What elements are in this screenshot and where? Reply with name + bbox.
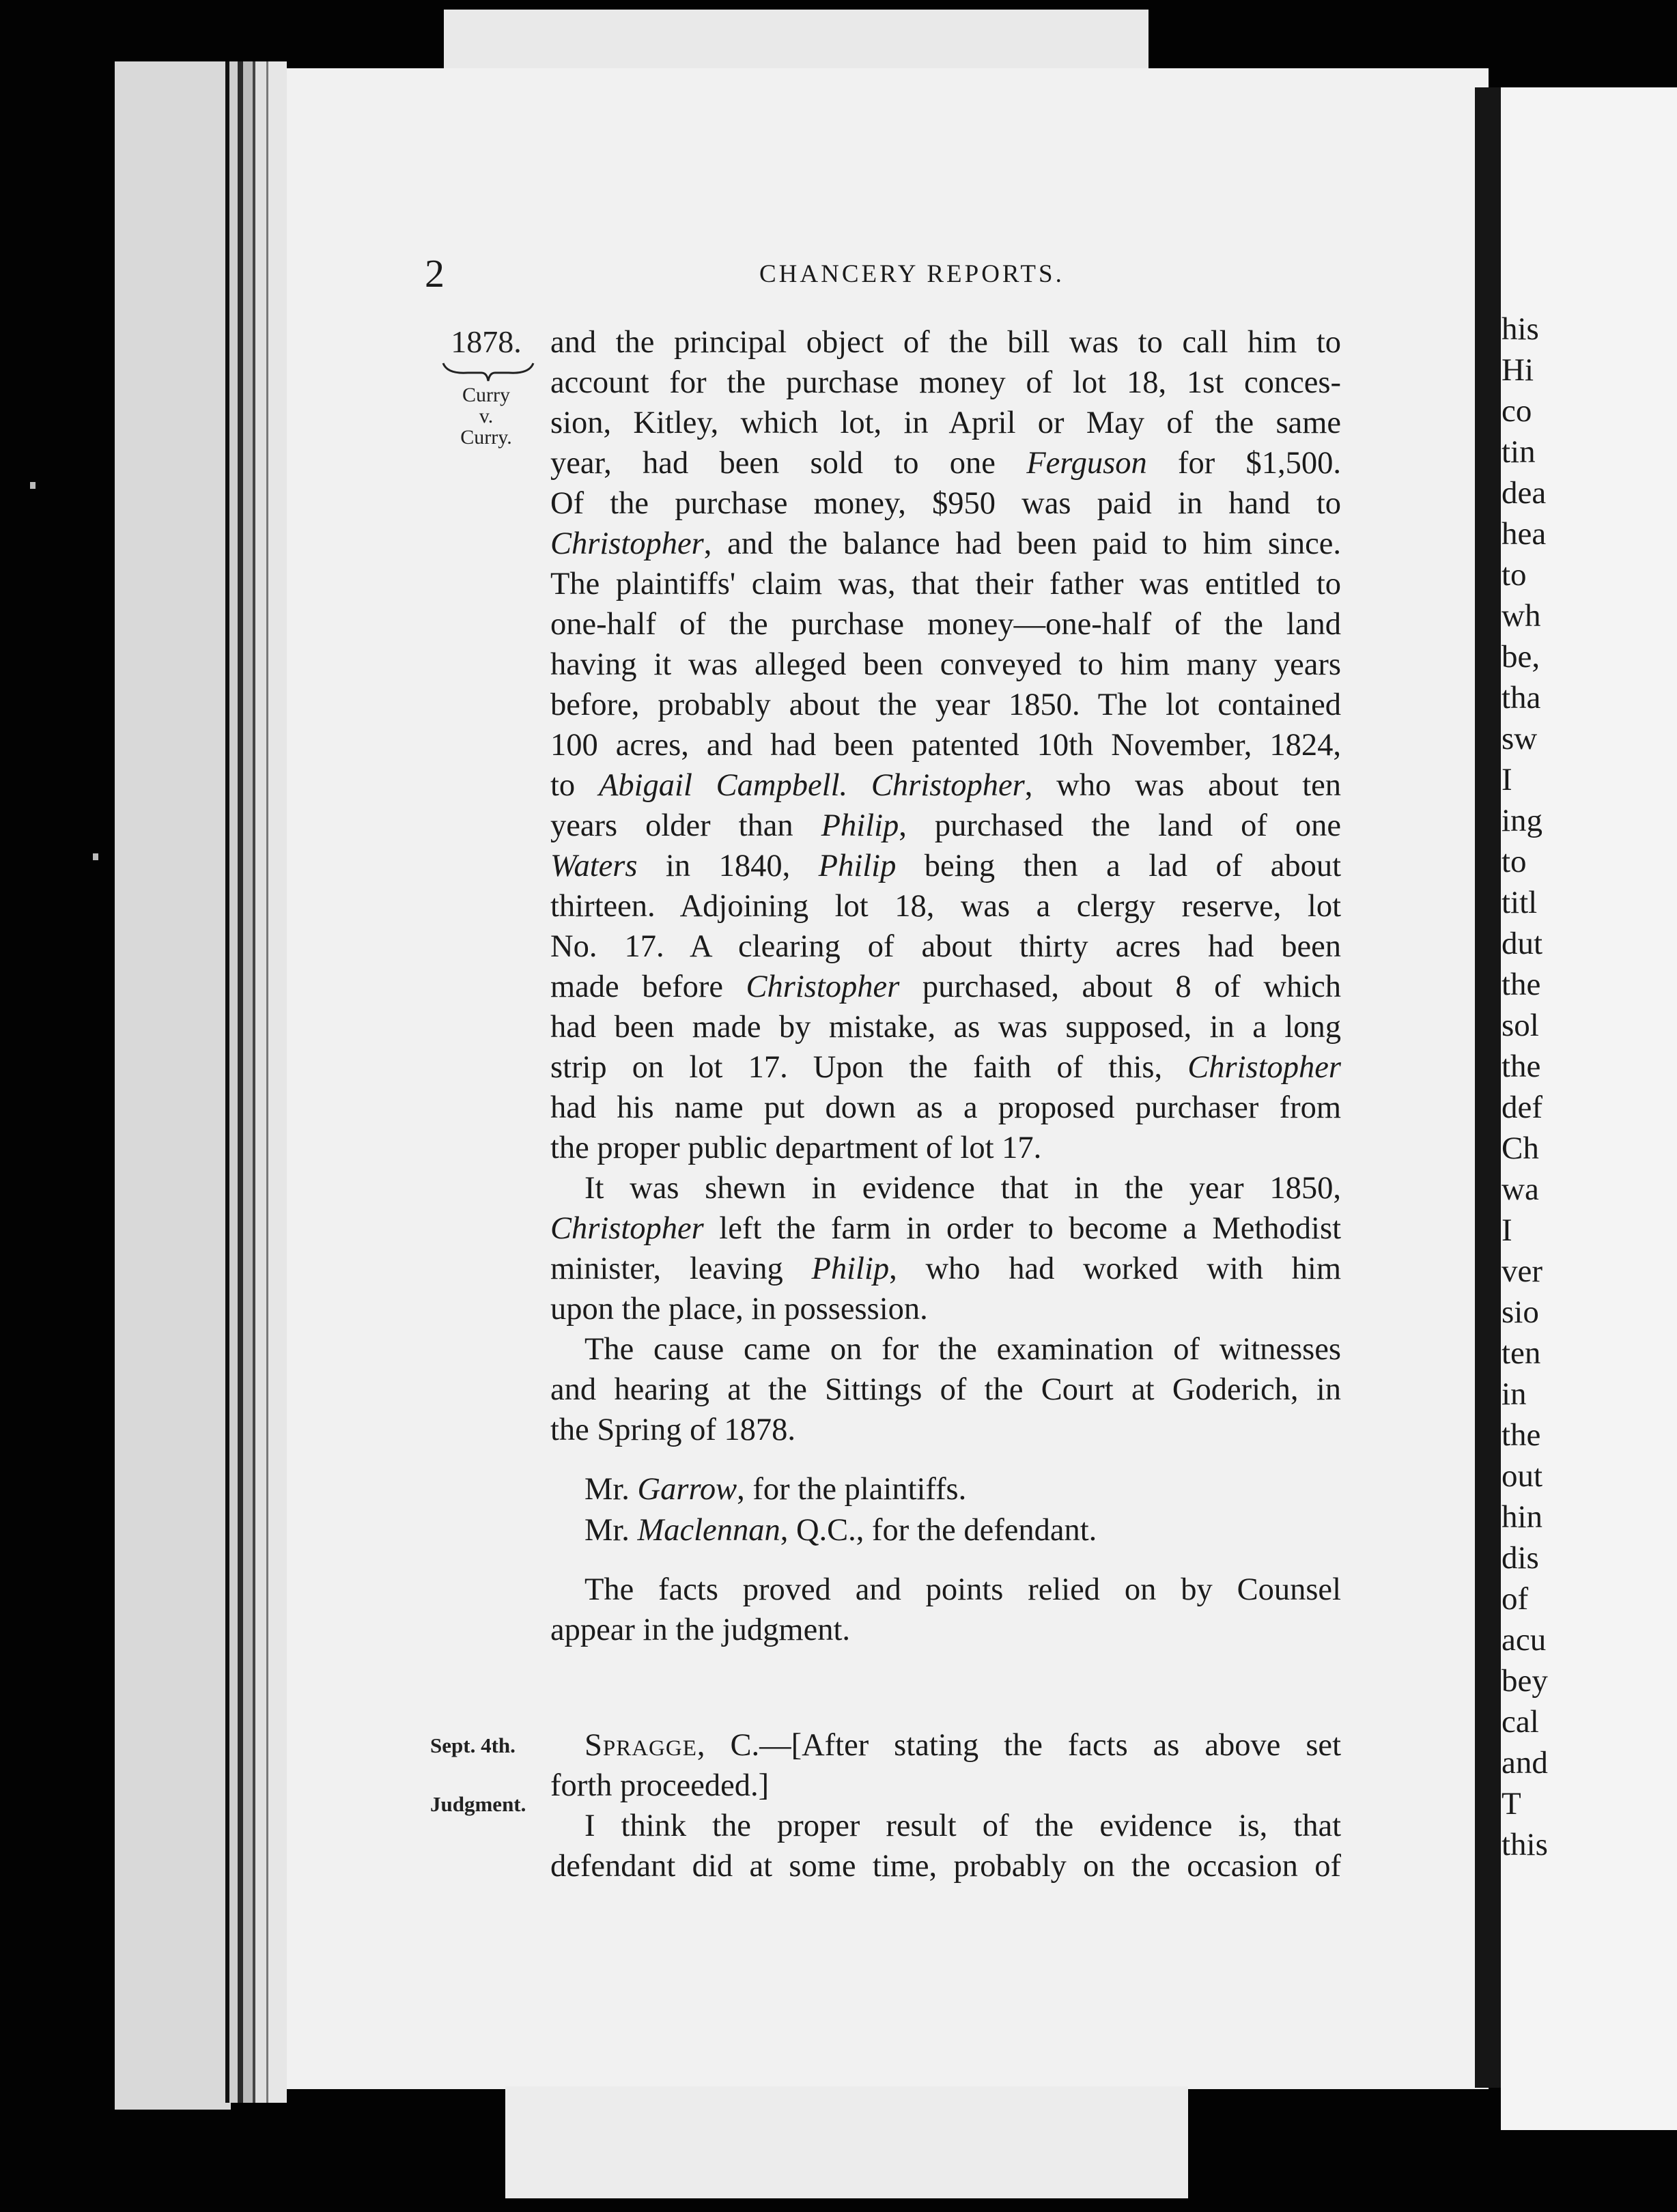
margin-judgment: Judgment. [430, 1792, 526, 1816]
facing-page-line: titl [1502, 885, 1538, 920]
text-line: No. 17. A clearing of about thirty acres had been [550, 929, 1341, 964]
text-line: Spragge, C.—[After stating the facts as above set [584, 1728, 1341, 1763]
facing-page-line: hin [1502, 1499, 1543, 1535]
facing-page-line: Hi [1502, 352, 1534, 388]
facing-page [1501, 87, 1677, 2130]
text-line: minister, leaving Philip, who had worked with him [550, 1251, 1341, 1286]
text-line: sion, Kitley, which lot, in April or May of the same [550, 406, 1341, 440]
text-line: had his name put down as a proposed purchaser from [550, 1090, 1341, 1125]
facing-page-line: ten [1502, 1335, 1541, 1371]
text-line: Christopher, and the balance had been paid to him since. [550, 526, 1341, 561]
facing-page-line: co [1502, 393, 1532, 429]
text-line: 100 acres, and had been patented 10th November, 1824, [550, 728, 1341, 763]
text-line: years older than Philip, purchased the land of one [550, 808, 1341, 843]
text-line: I think the proper result of the evidence is, that [584, 1809, 1341, 1843]
italic-name: Christopher [550, 526, 704, 561]
text-line: The plaintiffs' claim was, that their father was entitled to [550, 567, 1341, 601]
facing-page-line: to [1502, 844, 1527, 879]
facing-page-line: def [1502, 1090, 1543, 1125]
italic-name: Philip [818, 849, 897, 883]
scanner-tab-top [444, 10, 1148, 72]
facing-page-line: to [1502, 557, 1527, 593]
text-line: Christopher left the farm in order to become a Methodist [550, 1211, 1341, 1246]
italic-name: Christopher [871, 768, 1025, 803]
running-head: CHANCERY REPORTS. [759, 260, 1065, 288]
italic-name: Abigail Campbell. [598, 768, 848, 803]
facing-page-line: I [1502, 1213, 1512, 1248]
facing-page-line: wh [1502, 598, 1541, 634]
text-line: upon the place, in possession. [550, 1292, 928, 1327]
text-line: It was shewn in evidence that in the year 1850, [584, 1171, 1341, 1206]
text-line: and hearing at the Sittings of the Court at Goderich, in [550, 1372, 1341, 1407]
judge-name: Spragge [584, 1728, 697, 1763]
facing-page-line: sio [1502, 1294, 1539, 1330]
facing-page-line: ver [1502, 1253, 1543, 1289]
text-line: and the principal object of the bill was to call him to [550, 325, 1341, 360]
scan-speck [30, 482, 36, 489]
text-line: The facts proved and points relied on by Counsel [584, 1572, 1341, 1607]
text-line: Waters in 1840, Philip being then a lad of about [550, 849, 1342, 883]
text-line: before, probably about the year 1850. The lot contained [550, 687, 1341, 722]
margin-brace-icon [440, 359, 536, 384]
italic-name: Garrow [637, 1472, 737, 1507]
facing-page-line: ing [1502, 803, 1543, 838]
facing-page-line: be, [1502, 639, 1540, 675]
facing-page-line: acu [1502, 1622, 1547, 1658]
italic-name: Christopher [746, 969, 900, 1004]
facing-page-line: I [1502, 762, 1512, 797]
text-line: Mr. Garrow, for the plaintiffs. [584, 1472, 967, 1507]
italic-name: Christopher [550, 1211, 704, 1246]
italic-name: Waters [550, 849, 638, 883]
facing-page-line: this [1502, 1827, 1548, 1862]
text-line: thirteen. Adjoining lot 18, was a clergy reserve, lot [550, 889, 1341, 924]
facing-page-line: T [1502, 1786, 1521, 1821]
facing-page-line: in [1502, 1376, 1527, 1412]
italic-name: Philip [821, 808, 899, 843]
text-line: Of the purchase money, $950 was paid in hand to [550, 486, 1341, 521]
facing-page-line: the [1502, 967, 1541, 1002]
margin-case-v: v. [479, 405, 494, 427]
margin-case-name [442, 384, 530, 448]
text-line: defendant did at some time, probably on the occasion of [550, 1849, 1341, 1884]
italic-name: Ferguson [1026, 446, 1147, 481]
facing-page-line: Ch [1502, 1131, 1539, 1166]
text-line: Mr. Maclennan, Q.C., for the defendant. [584, 1513, 1097, 1548]
text-line: to Abigail Campbell. Christopher, who was about ten [550, 768, 1342, 803]
facing-page-line: cal [1502, 1704, 1539, 1740]
facing-page-line: dut [1502, 926, 1543, 961]
facing-page-line: out [1502, 1458, 1543, 1494]
margin-case-first: Curry [462, 384, 510, 406]
margin-date: Sept. 4th. [430, 1733, 516, 1757]
facing-page-line: dis [1502, 1540, 1539, 1576]
italic-name: Christopher [1187, 1050, 1341, 1085]
facing-page-line: tha [1502, 680, 1541, 715]
page-number: 2 [425, 251, 445, 296]
text-line: The cause came on for the examination of witnesses [584, 1332, 1341, 1367]
scan-speck [93, 853, 98, 860]
page-gutter-shadow [1475, 87, 1501, 2088]
facing-page-line: his [1502, 311, 1539, 347]
left-page-strip [115, 61, 231, 2110]
facing-page-line: sw [1502, 721, 1538, 756]
facing-page-line: the [1502, 1417, 1541, 1453]
text-line: the Spring of 1878. [550, 1413, 796, 1447]
facing-page-line: the [1502, 1049, 1541, 1084]
text-line: made before Christopher purchased, about 8 of which [550, 969, 1341, 1004]
facing-page-line: sol [1502, 1008, 1539, 1043]
text-line: had been made by mistake, as was supposed, in a long [550, 1010, 1341, 1045]
facing-page-line: dea [1502, 475, 1547, 511]
facing-page-line: hea [1502, 516, 1547, 552]
text-line: year, had been sold to one Ferguson for $1,500. [550, 446, 1341, 481]
facing-page-line: tin [1502, 434, 1536, 470]
margin-case-second: Curry. [460, 426, 512, 449]
text-line: the proper public department of lot 17. [550, 1131, 1042, 1165]
text-line: appear in the judgment. [550, 1613, 851, 1647]
facing-page-line: of [1502, 1581, 1529, 1617]
facing-page-line: and [1502, 1745, 1548, 1781]
scanner-tab-bottom [505, 2086, 1188, 2198]
text-line: strip on lot 17. Upon the faith of this, Christopher [550, 1050, 1341, 1085]
text-line: one-half of the purchase money—one-half of the land [550, 607, 1341, 642]
text-line: account for the purchase money of lot 18, 1st conces- [550, 365, 1341, 400]
margin-year: 1878. [451, 324, 522, 359]
facing-page-line: wa [1502, 1172, 1539, 1207]
text-line: having it was alleged been conveyed to him many years [550, 647, 1341, 682]
italic-name: Philip [811, 1251, 890, 1286]
book-spine [225, 61, 287, 2103]
italic-name: Maclennan [637, 1513, 780, 1548]
facing-page-line: bey [1502, 1663, 1548, 1699]
text-line: forth proceeded.] [550, 1768, 770, 1803]
